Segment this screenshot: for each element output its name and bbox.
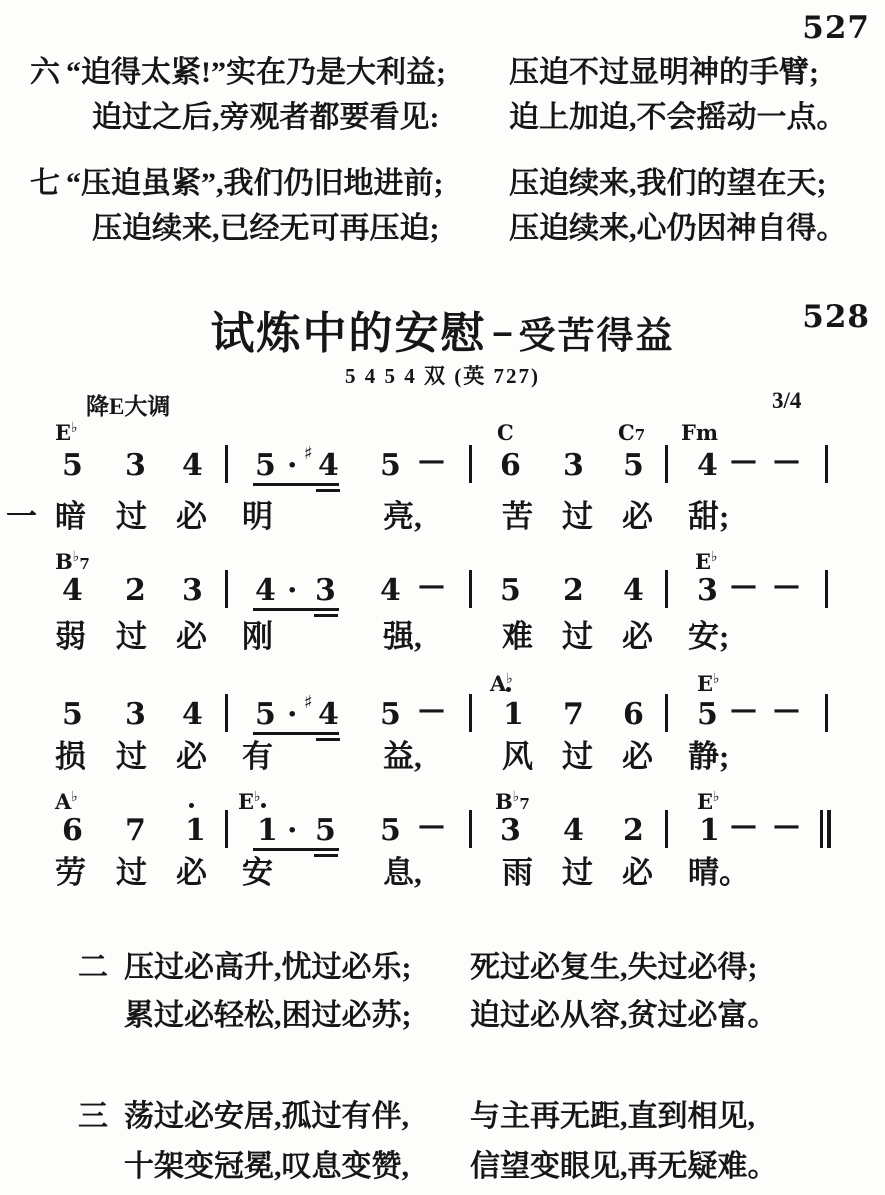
lyric-syllable: 必 [176,619,207,654]
verse-7-row-2 [0,212,885,248]
barline [225,694,228,732]
chord-label: E♭ [55,420,78,445]
augmentation-dot: · [287,813,298,848]
extension-dash: — [730,810,757,841]
barline [469,694,472,732]
note: 5 [315,813,336,848]
underline-beam [314,614,338,617]
key-signature: 降E大调 [86,394,171,419]
verse-3-row-1 [0,1100,885,1136]
hymn-title-main: 试炼中的安慰 [210,309,487,358]
title-dash: – [492,311,513,352]
note-row-2 [0,570,885,617]
lyric-syllable: 安; [688,619,730,654]
verse-marker: 七 [30,167,60,200]
page-number-527: 527 [802,10,870,46]
note: 5 [623,448,644,483]
extension-dash: — [418,445,445,476]
underline-beam [253,608,339,611]
final-barline [827,810,831,848]
lyric-syllable: 弱 [55,619,86,654]
verse-line: 累过必轻松,困过必苏; [124,999,412,1032]
extension-dash: — [418,570,445,601]
chord-label: A♭ [55,789,78,814]
note: 3 [500,813,521,848]
barline [825,445,828,483]
barline [825,570,828,608]
lyric-syllable: 必 [622,739,653,774]
verse-line: “压迫虽紧”,我们仍旧地进前; [66,167,444,200]
lyric-syllable: 暗 [55,499,86,534]
underline-beam [253,483,339,486]
barline [225,570,228,608]
meter-line: 5 4 5 4 双 (英 727) [345,364,540,388]
note: 3 [563,448,584,483]
verse-line: 与主再无距,直到相见, [470,1100,755,1133]
barline [825,694,828,732]
verse-line: 压过必高升,忧过必乐; [124,951,412,984]
note: 1 [185,813,206,848]
lyric-syllable: 过 [116,499,147,534]
note: 4 [182,448,203,483]
lyric-row-2 [0,620,885,656]
page-number-528: 528 [802,299,870,335]
sharp-icon: ♯ [304,692,313,713]
sharp-icon: ♯ [304,443,313,464]
note: 5 [255,697,276,732]
note: 4 [623,573,644,608]
verse-line: 压迫续来,心仍因神自得。 [509,212,847,245]
chord-label: E♭ [238,789,261,814]
chord-row-1 [0,420,885,446]
note: 5 [380,448,401,483]
lyric-syllable: 甜; [688,499,730,534]
verse-6-row-2 [0,101,885,137]
note: 7 [563,697,584,732]
note-row-1 [0,443,885,492]
lyric-syllable: 过 [116,619,147,654]
note-row-4 [0,810,885,857]
chord-label: E♭ [695,549,718,574]
lyric-syllable: 晴。 [688,855,750,890]
lyric-syllable: 过 [562,739,593,774]
verse-2-row-1 [0,951,885,987]
note: 4 [380,573,401,608]
note: 6 [500,448,521,483]
lyric-syllable: 明 [242,499,273,534]
extension-dash: — [773,810,800,841]
lyric-syllable: 强, [383,619,422,654]
note: 7 [125,813,146,848]
barline [665,445,668,483]
lyric-syllable: 必 [622,619,653,654]
note: 4 [563,813,584,848]
lyric-syllable: 损 [55,739,86,774]
barline [225,445,228,483]
hymn-title [0,297,885,361]
octave-dot [189,803,194,808]
note: 1 [503,697,524,732]
lyric-syllable: 安 [242,855,273,890]
verse-6-row-1 [0,56,885,92]
extension-dash: — [773,570,800,601]
barline [469,445,472,483]
note: 6 [62,813,83,848]
chord-label: E♭ [697,671,720,696]
hymn-title-subtitle: 受苦得益 [518,315,675,356]
note: 1 [699,813,720,848]
note: 2 [623,813,644,848]
octave-dot [506,687,511,692]
extension-dash: — [773,694,800,725]
lyric-syllable: 风 [502,739,533,774]
note: 4 [697,448,718,483]
note-row-3 [0,692,885,741]
final-barline [820,810,823,848]
lyric-syllable: 必 [176,499,207,534]
note: 4 [255,573,276,608]
barline [665,810,668,848]
verse-line: 迫过之后,旁观者都要看见: [92,101,440,134]
verse-marker: 二 [78,951,108,984]
note: 5 [62,697,83,732]
verse-line: 压迫不过显明神的手臂; [509,56,819,89]
verse-line: 压迫续来,已经无可再压迫; [92,212,440,245]
verse-line: 荡过必安居,孤过有伴, [124,1100,409,1133]
underline-beam [253,848,339,851]
barline [469,570,472,608]
note: 6 [623,697,644,732]
verse-7-row-1 [0,167,885,203]
barline [665,570,668,608]
note: 5 [255,448,276,483]
note: 1 [257,813,278,848]
lyric-syllable: 过 [562,619,593,654]
note: 5 [380,813,401,848]
barline [469,810,472,848]
chord-label: C7 [618,420,646,445]
chord-label: B♭7 [55,549,90,574]
note: 3 [697,573,718,608]
time-signature: 3/4 [772,388,802,413]
lyric-syllable: 过 [562,499,593,534]
verse-line: 压迫续来,我们的望在天; [509,167,827,200]
note: 4 [62,573,83,608]
verse-line: 迫上加迫,不会摇动一点。 [509,101,847,134]
lyric-syllable: 雨 [502,855,533,890]
octave-dot [261,803,266,808]
lyric-syllable: 过 [116,739,147,774]
chord-label: C [497,420,514,445]
extension-dash: — [418,694,445,725]
lyric-syllable: 难 [502,619,533,654]
lyric-syllable: 益, [383,739,422,774]
extension-dash: — [730,570,757,601]
augmentation-dot: · [287,448,298,483]
lyric-syllable: 有 [242,739,273,774]
lyric-syllable: 亮, [383,499,422,534]
note: 2 [125,573,146,608]
note: 5 [380,697,401,732]
chord-label: E♭ [697,789,720,814]
note: 3 [315,573,336,608]
lyric-syllable: 必 [622,855,653,890]
note: 4 [318,697,339,732]
lyric-row-3 [0,740,885,776]
augmentation-dot: · [287,697,298,732]
note: 2 [563,573,584,608]
stanza-marker: 一 [6,499,37,534]
verse-line: 迫过必从容,贫过必富。 [470,999,778,1032]
underline-beam [316,489,340,492]
barline [665,694,668,732]
lyric-syllable: 刚 [242,619,273,654]
augmentation-dot: · [287,573,298,608]
lyric-row-4 [0,856,885,892]
verse-line: “迫得太紧!”实在乃是大利益; [66,56,446,89]
lyric-syllable: 过 [116,855,147,890]
verse-line: 死过必复生,失过必得; [470,951,758,984]
lyric-syllable: 过 [562,855,593,890]
chord-label: A♭ [490,671,513,696]
chord-label: Fm [681,420,719,445]
lyric-syllable: 息, [383,855,422,890]
verse-line: 十架变冠冕,叹息变赞, [124,1150,409,1183]
extension-dash: — [730,694,757,725]
extension-dash: — [730,445,757,476]
lyric-row-1 [0,500,885,536]
lyric-syllable: 苦 [502,499,533,534]
lyric-syllable: 静; [688,739,730,774]
barline [225,810,228,848]
chord-label: B♭7 [495,789,530,814]
extension-dash: — [773,445,800,476]
note: 5 [500,573,521,608]
lyric-syllable: 必 [176,739,207,774]
note: 5 [62,448,83,483]
verse-line: 信望变眼见,再无疑难。 [470,1150,778,1183]
verse-3-row-2 [0,1150,885,1186]
note: 3 [182,573,203,608]
extension-dash: — [418,810,445,841]
verse-2-row-2 [0,999,885,1035]
lyric-syllable: 必 [176,855,207,890]
verse-marker: 三 [78,1100,108,1133]
note: 4 [318,448,339,483]
underline-beam [253,732,339,735]
lyric-syllable: 必 [622,499,653,534]
note: 5 [697,697,718,732]
verse-marker: 六 [30,56,60,89]
lyric-syllable: 劳 [55,855,86,890]
note: 4 [182,697,203,732]
note: 3 [125,448,146,483]
note: 3 [125,697,146,732]
